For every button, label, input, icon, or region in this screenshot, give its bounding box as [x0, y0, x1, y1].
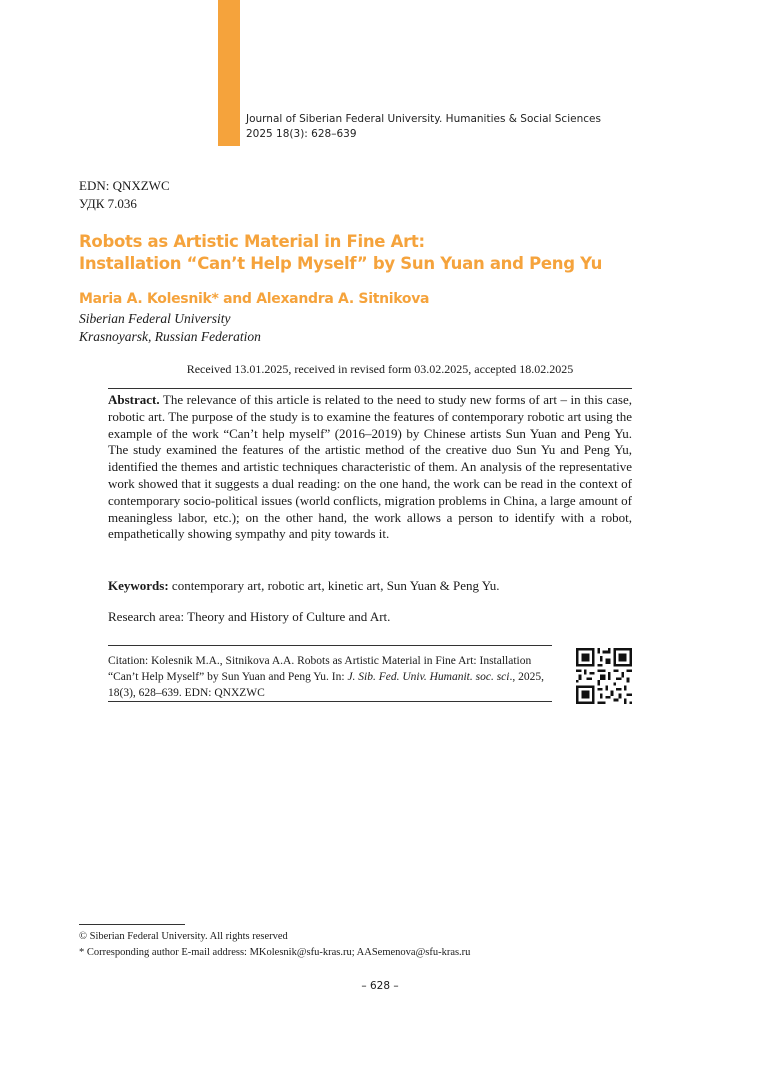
abstract-top-rule: [108, 388, 632, 389]
qr-code-icon: [576, 648, 632, 704]
page-number: – 628 –: [361, 980, 399, 992]
copyright-note: © Siberian Federal University. All rights reserved: [79, 931, 288, 942]
title-line-2: Installation “Can’t Help Myself” by Sun Yuan and Peng Yu: [79, 254, 603, 273]
citation-bottom-rule: [108, 701, 552, 702]
header-accent-bar: [218, 0, 240, 146]
citation: [108, 653, 556, 701]
journal-name: Journal of Siberian Federal University. Humanities & Social Sciences: [246, 113, 601, 125]
research-area: Research area: Theory and History of Culture and Art.: [108, 609, 391, 624]
journal-issue: 2025 18(3): 628–639: [246, 128, 357, 140]
edn: EDN: QNXZWC: [79, 178, 170, 193]
abstract: [108, 392, 632, 543]
article-title: [79, 231, 602, 275]
title-line-1: Robots as Artistic Material in Fine Art:: [79, 232, 425, 251]
abstract-label: Abstract.: [108, 392, 160, 407]
affiliation: [79, 310, 261, 346]
received-dates: Received 13.01.2025, received in revised form 03.02.2025, accepted 18.02.2025: [186, 362, 574, 376]
citation-suffix: ., 2025, 18(3), 628–639. EDN: QNXZWC: [108, 671, 544, 699]
corresponding-author-note: * Corresponding author E-mail address: MKolesnik@sfu-kras.ru; AASemenova@sfu-kras.ru: [79, 947, 471, 958]
citation-prefix: Citation: Kolesnik M.A., Sitnikova A.A. Robots as Artistic Material in Fine Art: Installation “Can’t Help Myself” by Sun Yuan and Peng Yu. In:: [108, 655, 532, 683]
keywords-label: Keywords:: [108, 578, 169, 593]
identifiers: [79, 177, 170, 213]
citation-journal: J. Sib. Fed. Univ. Humanit. soc. sci: [347, 671, 510, 683]
abstract-text: The relevance of this article is related to the need to study new forms of art – in this case, robotic art. The purpose of the study is to examine the features of contemporary robotic art using the example of the work “Can’t help myself” (2016–2019) by Chinese artists Sun Yuan and Peng Yu. The study examined the features of the artistic method of the creative duo Sun Yu and Peng Yu, identified the themes and artistic techniques characteristic of them. An analysis of the representative work showed that it suggests a dual reading: on the one hand, the work can be read in the context of contemporary socio-political issues (world conflicts, migration problems in China, a large amount of meaningless labor, etc.); on the other hand, the work allows a person to identify with a robot, empathetically showing sympathy and pity towards it.: [108, 392, 632, 542]
keywords-text: contemporary art, robotic art, kinetic art, Sun Yuan & Peng Yu.: [168, 578, 500, 593]
footnotes: [79, 929, 470, 961]
affiliation-location: Krasnoyarsk, Russian Federation: [79, 329, 261, 344]
udk: УДК 7.036: [79, 196, 137, 211]
keywords: [108, 578, 500, 594]
citation-top-rule: [108, 645, 552, 646]
footnote-rule: [79, 924, 185, 925]
authors: Maria A. Kolesnik* and Alexandra A. Sitnikova: [79, 291, 430, 307]
affiliation-university: Siberian Federal University: [79, 311, 231, 326]
journal-header: [246, 112, 601, 142]
